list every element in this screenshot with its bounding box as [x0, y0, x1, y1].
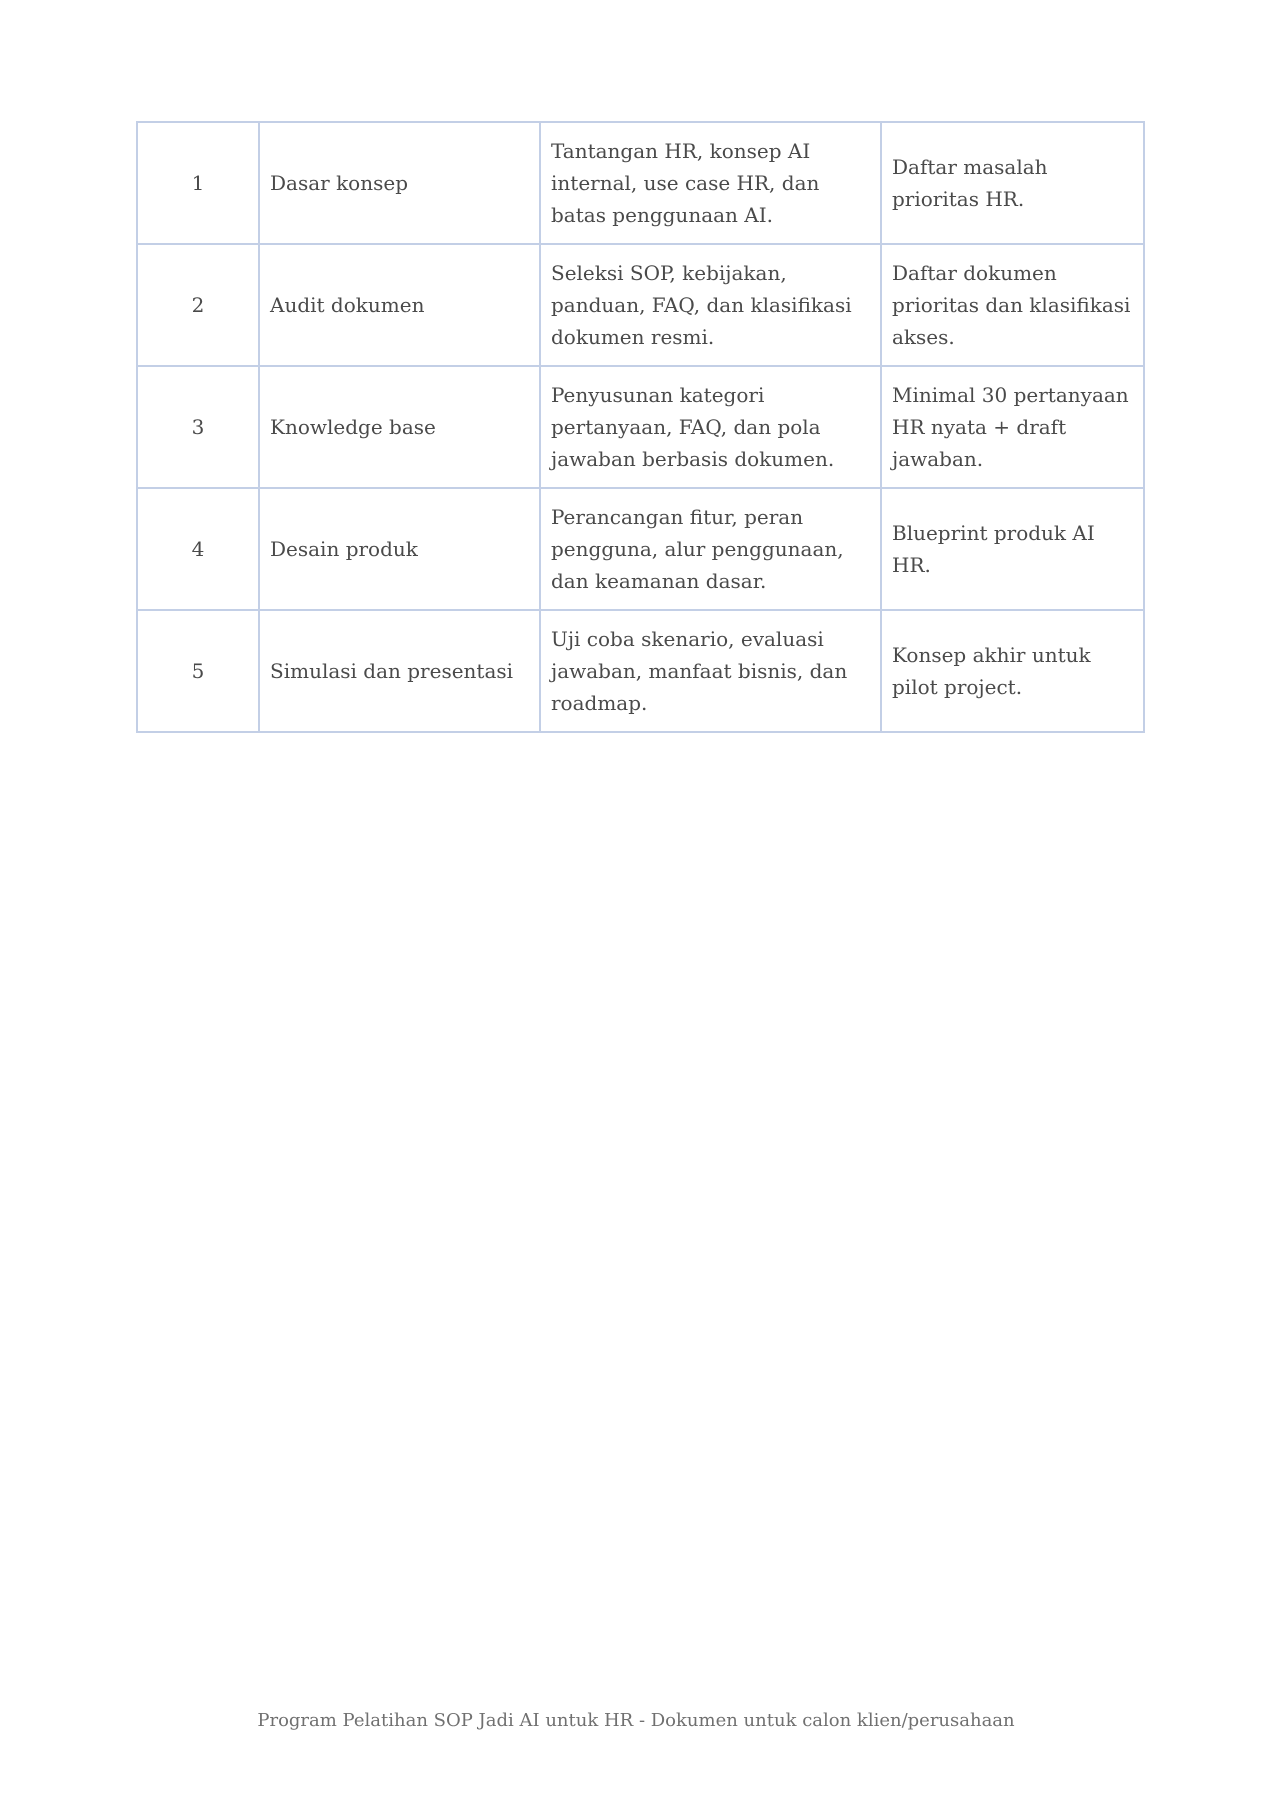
- row-number: 2: [137, 244, 259, 366]
- training-stages-table: [136, 121, 1145, 733]
- row-number: 5: [137, 610, 259, 732]
- stage-name: Audit dokumen: [259, 244, 540, 366]
- row-number: 3: [137, 366, 259, 488]
- stage-output: Daftar dokumen prioritas dan klasifikasi akses.: [881, 244, 1144, 366]
- table-row: [137, 610, 1144, 732]
- stage-output: Konsep akhir untuk pilot project.: [881, 610, 1144, 732]
- stage-content: Uji coba skenario, evaluasi jawaban, manfaat bisnis, dan roadmap.: [540, 610, 881, 732]
- table-row: [137, 122, 1144, 244]
- stage-name: Simulasi dan presentasi: [259, 610, 540, 732]
- table-row: [137, 244, 1144, 366]
- table-row: [137, 366, 1144, 488]
- stage-content: Tantangan HR, konsep AI internal, use case HR, dan batas penggunaan AI.: [540, 122, 881, 244]
- stage-content: Penyusunan kategori pertanyaan, FAQ, dan pola jawaban berbasis dokumen.: [540, 366, 881, 488]
- page-footer: Program Pelatihan SOP Jadi AI untuk HR - Dokumen untuk calon klien/perusahaan: [257, 1710, 1015, 1731]
- stage-output: Daftar masalah prioritas HR.: [881, 122, 1144, 244]
- table-row: [137, 488, 1144, 610]
- stage-content: Perancangan fitur, peran pengguna, alur penggunaan, dan keamanan dasar.: [540, 488, 881, 610]
- stage-name: Desain produk: [259, 488, 540, 610]
- stage-name: Dasar konsep: [259, 122, 540, 244]
- stage-content: Seleksi SOP, kebijakan, panduan, FAQ, dan klasifikasi dokumen resmi.: [540, 244, 881, 366]
- row-number: 4: [137, 488, 259, 610]
- stage-output: Blueprint produk AI HR.: [881, 488, 1144, 610]
- stage-output: Minimal 30 pertanyaan HR nyata + draft jawaban.: [881, 366, 1144, 488]
- row-number: 1: [137, 122, 259, 244]
- stage-name: Knowledge base: [259, 366, 540, 488]
